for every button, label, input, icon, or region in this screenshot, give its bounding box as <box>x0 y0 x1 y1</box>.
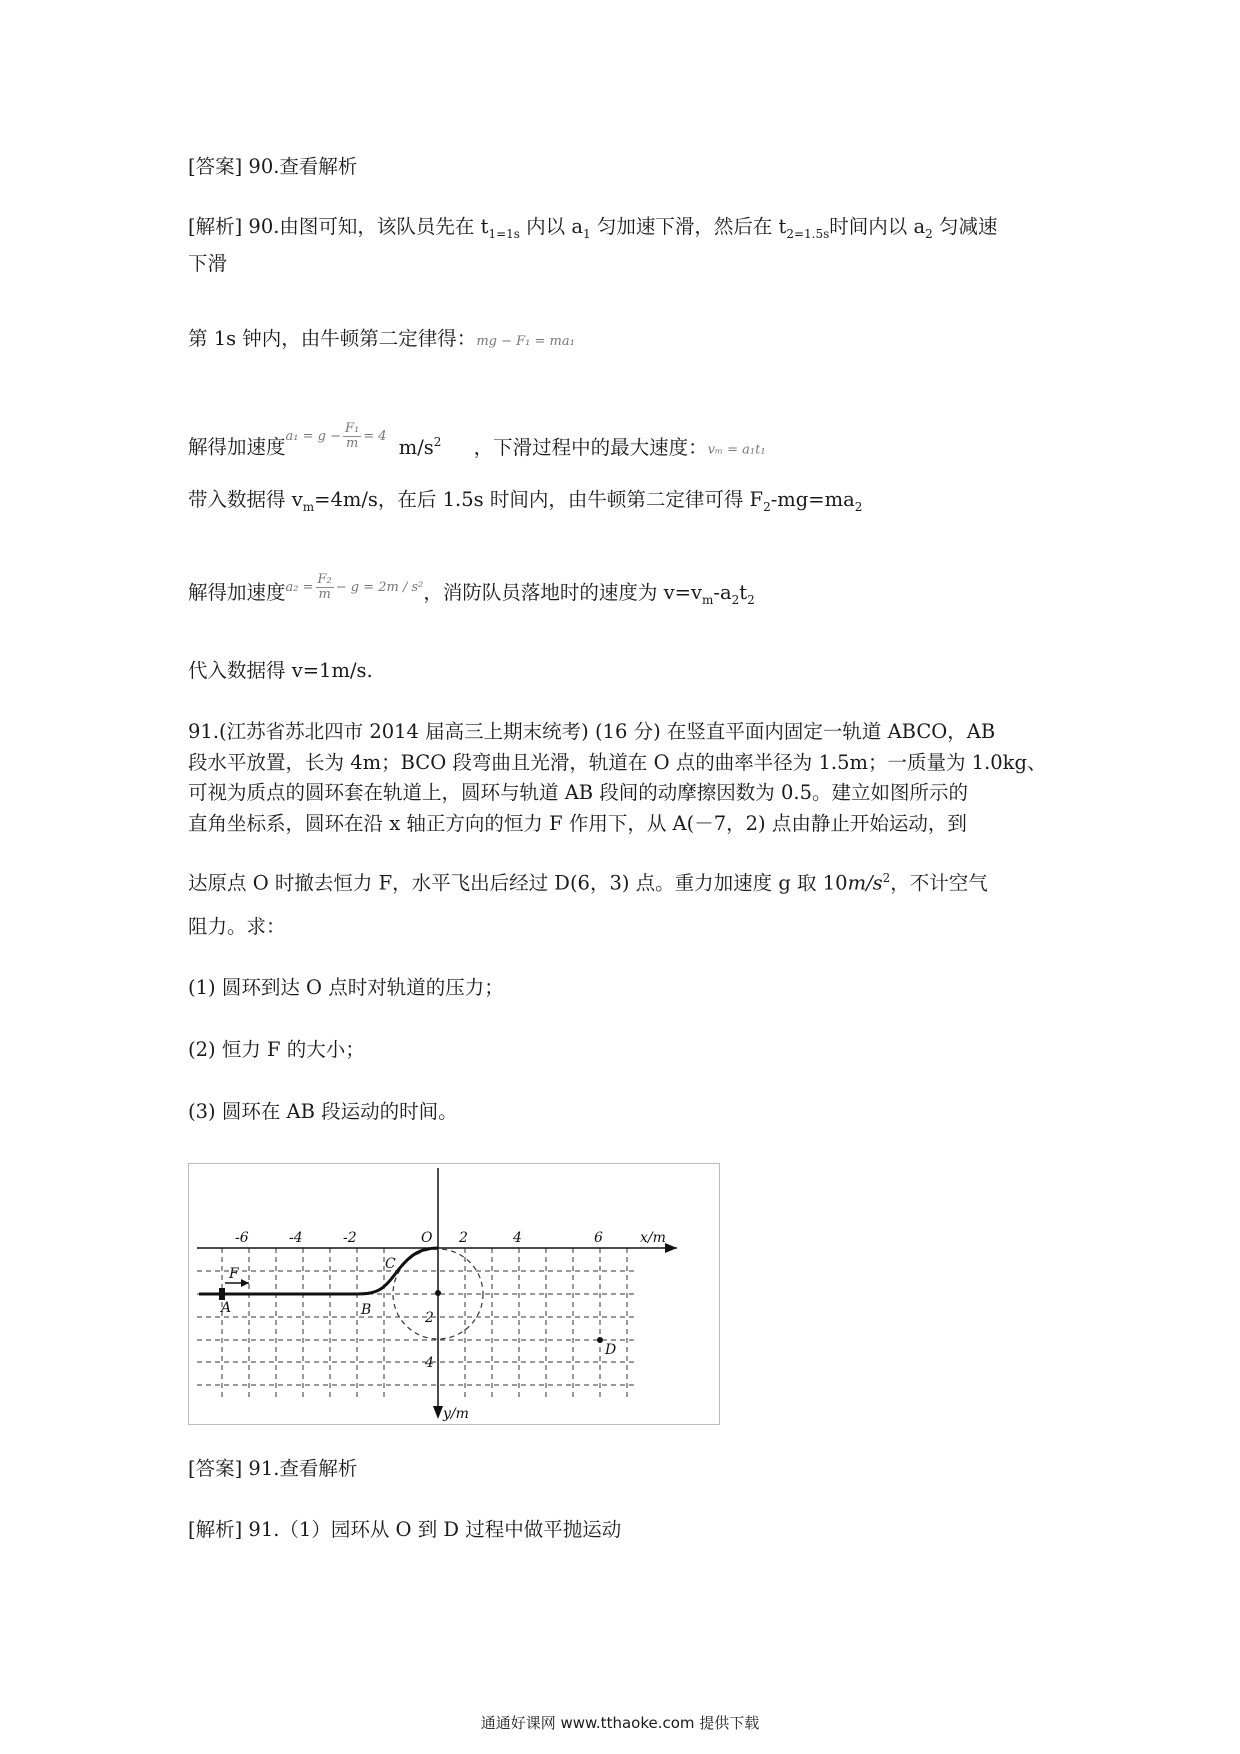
step-4: 解得加速度$^{a_2 = \frac{\text{F₂}}{m} - g = 2m / s^2}$，消防队员落地时的速度为 $v=v_m-a_2t_2$ <box>188 572 755 607</box>
x-axis-arrow <box>665 1243 677 1253</box>
formula-newton-1: mg − F₁ = ma₁ <box>476 334 575 349</box>
circle-center <box>435 1290 441 1296</box>
y-axis-label: y/m <box>443 1406 469 1422</box>
label-a: A <box>221 1300 232 1316</box>
sub-question-3: (3) 圆环在 AB 段运动的时间。 <box>188 1100 458 1123</box>
step-5: 代入数据得 v=1m/s. <box>188 659 373 682</box>
label-f: F <box>229 1266 239 1282</box>
x-tick-label: 2 <box>459 1230 468 1246</box>
force-arrowhead <box>241 1279 249 1287</box>
question-91-line6: 阻力。求： <box>188 915 286 938</box>
x-axis-label: x/m <box>640 1230 666 1246</box>
formula-vm: vₘ = a₁t₁ <box>707 442 766 458</box>
x-tick-label: 4 <box>513 1230 522 1246</box>
grid-lines <box>197 1248 634 1399</box>
answer-90: [答案] 90.查看解析 <box>188 155 358 178</box>
step-1: 第 1s 钟内，由牛顿第二定律得：mg − F₁ = ma₁ <box>188 327 575 350</box>
label-b: B <box>361 1302 372 1318</box>
y-axis-arrow <box>433 1406 443 1419</box>
step-3: 带入数据得 $v_m=4m/s$，在后 1.5s 时间内，由牛顿第二定律可得 $F_2-mg=ma_2$ <box>188 488 863 514</box>
formula-a2: a₂ = F₂ m − g = 2m / s² <box>285 572 424 602</box>
point-d-marker <box>597 1337 603 1343</box>
y-tick-label: 4 <box>425 1355 434 1371</box>
formula-a1: a₁ = g − F₁ m = 4 <box>285 420 387 451</box>
footer-source: 通通好课网 www.tthaoke.com 提供下载 <box>480 1714 760 1732</box>
x-tick-label: -4 <box>289 1230 303 1246</box>
ring-a <box>219 1288 225 1300</box>
answer-91: [答案] 91.查看解析 <box>188 1457 358 1480</box>
track-diagram <box>188 1163 720 1425</box>
analysis-91: [解析] 91.（1）园环从 O 到 D 过程中做平抛运动 <box>188 1518 622 1541</box>
question-91-line5: 达原点 O 时撤去恒力 F，水平飞出后经过 D(6，3) 点。重力加速度 g 取 $10m/s^2$，不计空气 <box>188 871 988 895</box>
sub-question-1: (1) 圆环到达 O 点时对轨道的压力； <box>188 976 504 999</box>
analysis-90: [解析] 90.由图可知，该队员先在 $t_{1=1s}$ 内以 $a_1$ 匀加速下滑，然后在 $t_{2=1.5s}$时间内以 $a_2$ 匀减速 下滑 <box>188 215 998 275</box>
label-d: D <box>605 1342 617 1358</box>
origin-label: O <box>421 1230 433 1246</box>
x-tick-label: -6 <box>235 1230 249 1246</box>
x-tick-label: -2 <box>343 1230 357 1246</box>
sub-question-2: (2) 恒力 F 的大小； <box>188 1038 365 1061</box>
step-2: 解得加速度$^{a_1 = g - \frac{\text{F₁}}{m} = 4}$ $m/s^2$ ，下滑过程中的最大速度：vₘ = a₁t₁ <box>188 420 766 459</box>
y-tick-label: 2 <box>425 1310 434 1326</box>
question-91: 91.(江苏省苏北四市 2014 届高三上期末统考) (16 分) 在竖直平面内固定一轨道 ABCO，AB 段水平放置，长为 4m；BCO 段弯曲且光滑，轨道在 O 点的曲率半径为 1.5m；一质量为 1.0kg、 可视为质点的圆环套在轨道上，圆环与轨道 AB 段间的动摩擦因数为 0.5。建立如图所示的 直角坐标系，圆环在沿 x 轴正方向的恒力 F 作用下，从 A(－7，2) 点由静止开始运动，到 <box>188 720 1047 835</box>
label-c: C <box>385 1256 396 1272</box>
x-tick-label: 6 <box>594 1230 603 1246</box>
